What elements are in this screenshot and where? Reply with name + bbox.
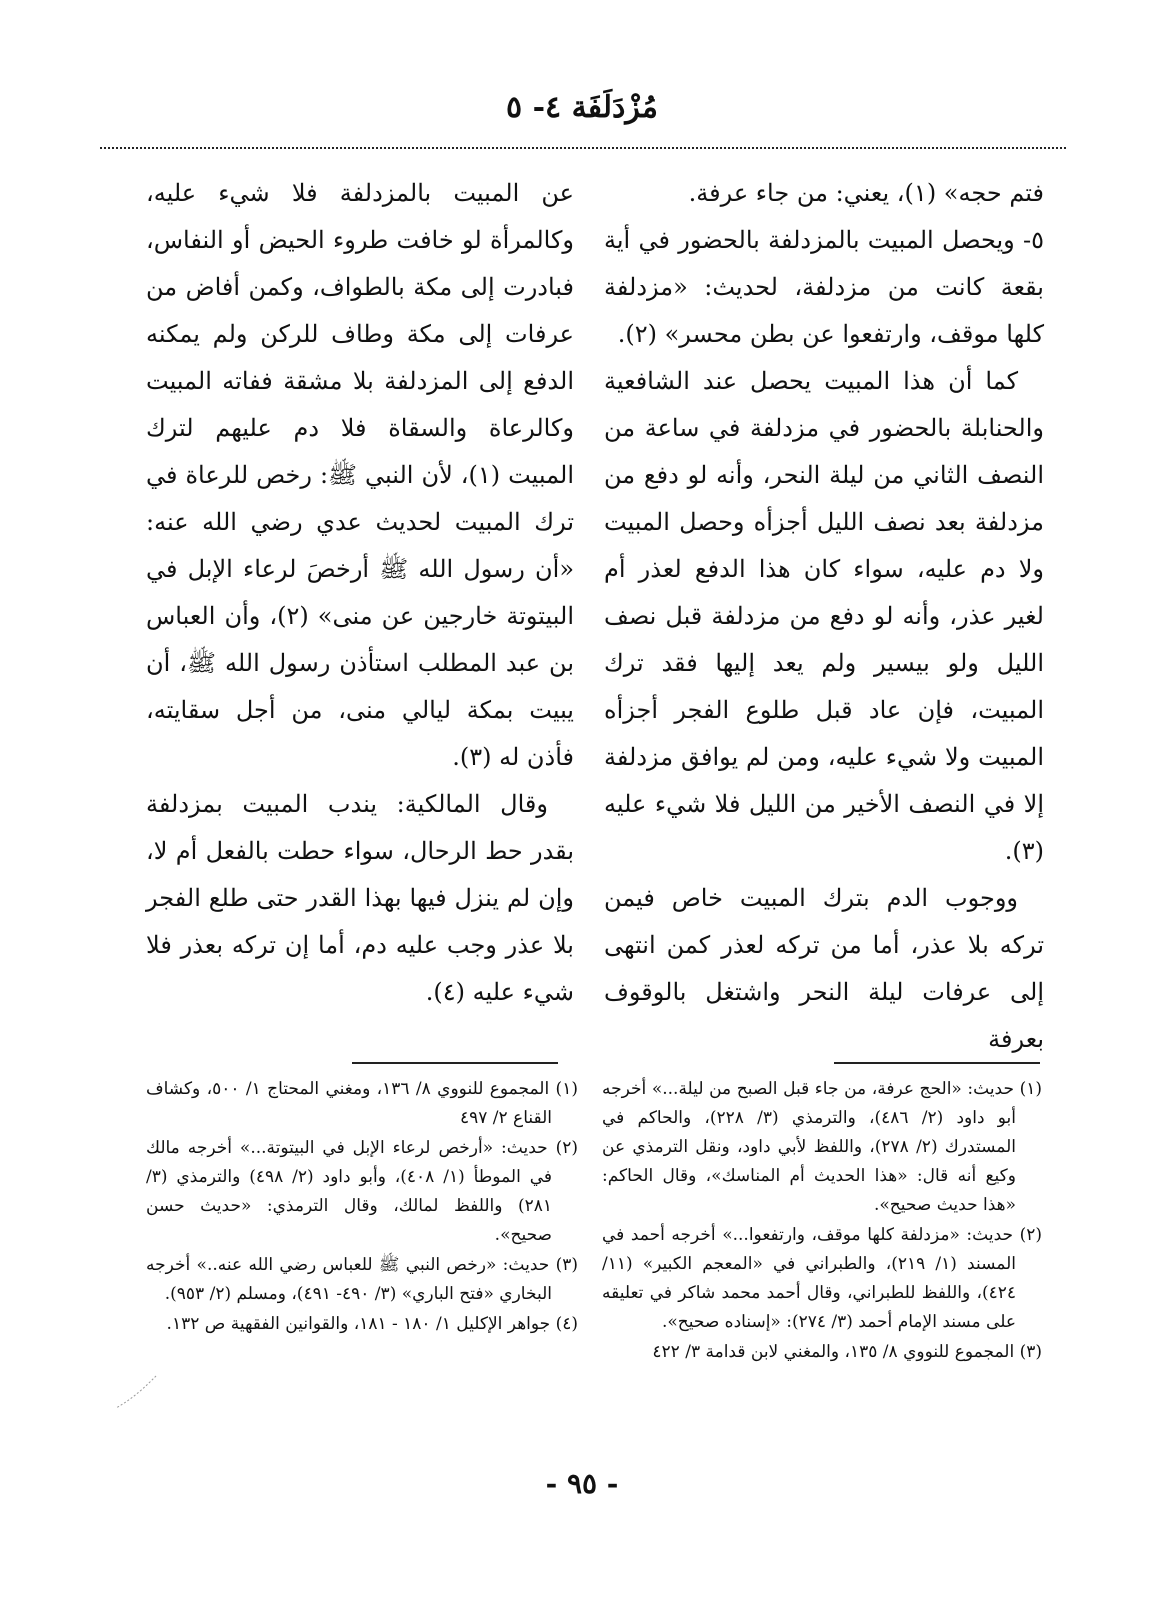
page-number: - ٩٥ - — [545, 1467, 619, 1500]
body-paragraph: وقال المالكية: يندب المبيت بمزدلفة بقدر حط الرحال، سواء حطت بالفعل أم لا، وإن لم ينزل فيها بهذا القدر حتى طلع الفجر بلا عذر وجب عليه دم، أما إن تركه بعذر فلا شيء عليه (٤). — [146, 790, 574, 1006]
footnotes-right — [602, 1075, 1042, 1368]
body-paragraph: فتم حجه» (١)، يعني: من جاء عرفة. — [688, 179, 1044, 207]
running-header-title: مُزْدَلَفَة ٤- ٥ — [506, 90, 658, 125]
pencil-mark-icon — [112, 1372, 160, 1412]
footnotes-left — [146, 1075, 578, 1340]
footnote-separator-right — [834, 1062, 1040, 1064]
footnote: (١) حديث: «الحج عرفة، من جاء قبل الصبح من ليلة...» أخرجه أبو داود (٢/ ٤٨٦)، والترمذي (٣/ ٢٢٨)، والحاكم في المستدرك (٢/ ٢٧٨)، واللفظ لأبي داود، ونقل الترمذي عن وكيع أنه قال: «هذا الحديث أم المناسك»، وقال الحاكم: «هذا حديث صحيح». — [602, 1079, 1042, 1215]
footnote: (٤) جواهر الإكليل ١/ ١٨٠ - ١٨١، والقوانين الفقهية ص ١٣٢. — [166, 1314, 578, 1334]
body-column-right — [604, 170, 1044, 1063]
body-paragraph: ٥- ويحصل المبيت بالمزدلفة بالحضور في أية بقعة كانت من مزدلفة، لحديث: «مزدلفة كلها موقف، وارتفعوا عن بطن محسر» (٢). — [604, 226, 1044, 348]
body-paragraph: عن المبيت بالمزدلفة فلا شيء عليه، وكالمرأة لو خافت طروء الحيض أو النفاس، فبادرت إلى مكة بالطواف، وكمن أفاض من عرفات إلى مكة وطاف للركن ولم يمكنه الدفع إلى المزدلفة بلا مشقة ففاته المبيت وكالرعاة والسقاة فلا دم عليهم لترك المبيت (١)، لأن النبي ﷺ: رخص للرعاة في ترك المبيت لحديث عدي رضي الله عنه: «أن رسول الله ﷺ أرخصَ لرعاء الإبل في البيتوتة خارجين عن منى» (٢)، وأن العباس بن عبد المطلب استأذن رسول الله ﷺ، أن يبيت بمكة ليالي منى، من أجل سقايته، فأذن له (٣). — [146, 179, 574, 771]
body-paragraph: كما أن هذا المبيت يحصل عند الشافعية والحنابلة بالحضور في مزدلفة في ساعة من النصف الثاني من ليلة النحر، وأنه لو دفع من مزدلفة بعد نصف الليل أجزأه وحصل المبيت ولا دم عليه، سواء كان هذا الدفع لعذر أم لغير عذر، وأنه لو دفع من مزدلفة قبل نصف الليل ولو بيسير ولم يعد إليها فقد ترك المبيت، فإن عاد قبل طلوع الفجر أجزأه المبيت ولا شيء عليه، ومن لم يوافق مزدلفة إلا في النصف الأخير من الليل فلا شيء عليه (٣). — [604, 367, 1044, 865]
footnote: (١) المجموع للنووي ٨/ ١٣٦، ومغني المحتاج ١/ ٥٠٠، وكشاف القناع ٢/ ٤٩٧ — [146, 1079, 578, 1128]
footnote: (٣) حديث: «رخص النبي ﷺ للعباس رضي الله عنه..» أخرجه البخاري «فتح الباري» (٣/ ٤٩٠- ٤٩١)، ومسلم (٢/ ٩٥٣). — [146, 1255, 578, 1304]
footnote: (٢) حديث: «مزدلفة كلها موقف، وارتفعوا...» أخرجه أحمد في المسند (١/ ٢١٩)، والطبراني في «المعجم الكبير» (١١/ ٤٢٤)، واللفظ للطبراني، وقال أحمد محمد شاكر في تعليقه على مسند الإمام أحمد (٣/ ٢٧٤): «إسناده صحيح». — [602, 1225, 1042, 1332]
footnote-separator-left — [352, 1062, 558, 1064]
footnote: (٢) حديث: «أرخص لرعاء الإبل في البيتوتة...» أخرجه مالك في الموطأ (١/ ٤٠٨)، وأبو داود (٢/ ٤٩٨) والترمذي (٣/ ٢٨١) واللفظ لمالك، وقال الترمذي: «حديث حسن صحيح». — [146, 1138, 578, 1245]
body-paragraph: ووجوب الدم بترك المبيت خاص فيمن تركه بلا عذر، أما من تركه لعذر كمن انتهى إلى عرفات ليلة النحر واشتغل بالوقوف بعرفة — [604, 884, 1044, 1053]
body-column-left — [146, 170, 574, 1016]
header-dotted-rule — [100, 147, 1066, 149]
footnote: (٣) المجموع للنووي ٨/ ١٣٥، والمغني لابن قدامة ٣/ ٤٢٢ — [652, 1342, 1042, 1362]
